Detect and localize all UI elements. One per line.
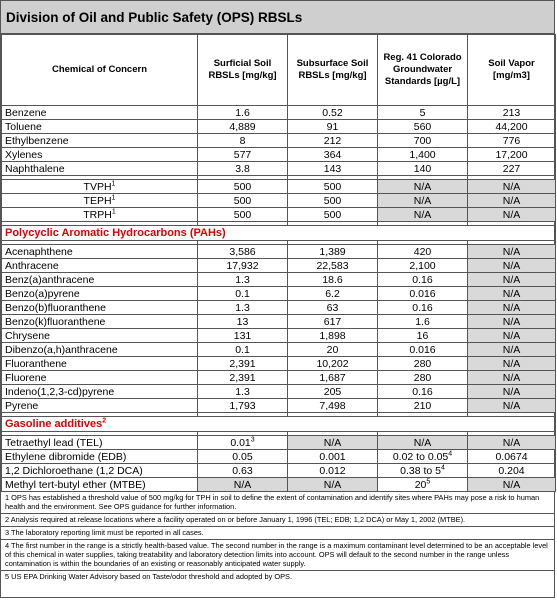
cell-value: 5 xyxy=(419,106,426,119)
cell-value: 420 xyxy=(413,245,432,258)
footnote-mark: 1 xyxy=(111,180,116,187)
cell-value: 131 xyxy=(233,329,252,342)
cell-value: 1,687 xyxy=(319,371,346,384)
chemical-name xyxy=(2,301,198,315)
cell-value: 3.8 xyxy=(235,162,250,175)
chemical-label: Ethylene dibromide (EDB) xyxy=(5,450,127,463)
table-row xyxy=(2,287,556,301)
cell-value: 6.2 xyxy=(325,287,340,300)
table-row xyxy=(2,357,556,371)
subsurface-value xyxy=(288,148,378,162)
chemical-name xyxy=(2,329,198,343)
table-row xyxy=(2,371,556,385)
surficial-value xyxy=(198,180,288,194)
groundwater-value xyxy=(378,259,468,273)
surficial-value xyxy=(198,315,288,329)
cell-value: 1.3 xyxy=(235,301,250,314)
cell-value: 0.204 xyxy=(498,464,525,477)
cell-value: 2,100 xyxy=(409,259,436,272)
cell-value: N/A xyxy=(502,194,521,207)
chemical-name xyxy=(2,180,198,194)
subsurface-value xyxy=(288,315,378,329)
surficial-value xyxy=(198,436,288,450)
surficial-value xyxy=(198,399,288,413)
groundwater-value xyxy=(378,450,468,464)
groundwater-value xyxy=(378,180,468,194)
cell-value: 0.05 xyxy=(232,450,253,463)
cell-value: 500 xyxy=(233,208,252,221)
groundwater-value xyxy=(378,120,468,134)
chemical-label: Chrysene xyxy=(5,329,50,342)
surficial-value xyxy=(198,134,288,148)
chemical-label: Xylenes xyxy=(5,148,43,161)
chemical-label: Methyl tert-butyl ether (MTBE) xyxy=(5,478,146,491)
table-row xyxy=(2,148,556,162)
subsurface-value xyxy=(288,180,378,194)
cell-value: 617 xyxy=(323,315,342,328)
surficial-value xyxy=(198,287,288,301)
cell-value: 1.6 xyxy=(415,315,430,328)
table-row xyxy=(2,436,556,450)
surficial-value xyxy=(198,245,288,259)
footnote: 1 OPS has established a threshold value of 500 mg/kg for TPH in soil to define the extent of contamination and identify sites where PAHs may pose a risk to human health and the environment. See OPS guidance for further information. xyxy=(5,493,540,511)
cell-value: 10,202 xyxy=(316,357,349,370)
chemical-label: Benzo(b)fluoranthene xyxy=(5,301,106,314)
vapor-value xyxy=(468,436,556,450)
cell-value: N/A xyxy=(502,436,521,449)
cell-value: 0.16 xyxy=(412,301,433,314)
subsurface-value xyxy=(288,329,378,343)
groundwater-value xyxy=(378,399,468,413)
table-row xyxy=(2,162,556,176)
chemical-name xyxy=(2,148,198,162)
cell-value: 0.01 xyxy=(230,436,251,449)
section-row xyxy=(2,226,556,241)
vapor-value xyxy=(468,329,556,343)
chemical-name xyxy=(2,208,198,222)
cell-value: 20 xyxy=(414,478,427,491)
cell-value: N/A xyxy=(502,385,521,398)
cell-value: 0.016 xyxy=(409,343,436,356)
header-chemical: Chemical of Concern xyxy=(2,35,198,106)
cell-value: 0.001 xyxy=(319,450,346,463)
subsurface-value xyxy=(288,385,378,399)
cell-value: 22,583 xyxy=(316,259,349,272)
cell-value: 7,498 xyxy=(319,399,346,412)
surficial-value xyxy=(198,301,288,315)
footnote-mark: 2 xyxy=(102,417,107,425)
groundwater-value xyxy=(378,134,468,148)
subsurface-value xyxy=(288,273,378,287)
vapor-value xyxy=(468,148,556,162)
groundwater-value xyxy=(378,301,468,315)
cell-value: 500 xyxy=(233,180,252,193)
cell-value: 500 xyxy=(323,180,342,193)
chemical-name xyxy=(2,450,198,464)
cell-value: N/A xyxy=(502,259,521,272)
cell-value: 17,200 xyxy=(495,148,528,161)
chemical-name xyxy=(2,273,198,287)
chemical-label: Tetraethyl lead (TEL) xyxy=(5,436,103,449)
footnote: 4 The first number in the range is a strictly health-based value. The second number in the range is a maximum contaminant level determined to be an acceptable level of this chemical in water supplies, taking treatability and laboratory detection limits into account. OPS will default to the second number in the range unless contamination is within the boundaries of an existing or reasonably anticipated water supply. xyxy=(1,539,554,570)
surficial-value xyxy=(198,343,288,357)
cell-value: N/A xyxy=(413,194,432,207)
cell-value: N/A xyxy=(502,180,521,193)
vapor-value xyxy=(468,357,556,371)
table-row xyxy=(2,478,556,492)
groundwater-value xyxy=(378,287,468,301)
cell-value: 91 xyxy=(326,120,339,133)
subsurface-value xyxy=(288,464,378,478)
cell-value: 13 xyxy=(236,315,249,328)
cell-value: N/A xyxy=(502,287,521,300)
vapor-value xyxy=(468,478,556,492)
cell-value: N/A xyxy=(502,357,521,370)
subsurface-value xyxy=(288,287,378,301)
vapor-value xyxy=(468,194,556,208)
header-row xyxy=(2,35,556,106)
groundwater-value xyxy=(378,245,468,259)
section-label: Gasoline additives xyxy=(5,418,103,430)
chemical-name xyxy=(2,287,198,301)
cell-value: N/A xyxy=(323,478,342,491)
cell-value: 213 xyxy=(502,106,521,119)
chemical-name xyxy=(2,315,198,329)
chemical-name xyxy=(2,259,198,273)
cell-value: 1,793 xyxy=(229,399,256,412)
cell-value: 0.02 to 0.05 xyxy=(392,450,449,463)
subsurface-value xyxy=(288,343,378,357)
chemical-name xyxy=(2,120,198,134)
subsurface-value xyxy=(288,208,378,222)
chemical-label: TEPH xyxy=(83,194,112,207)
chemical-label: Toluene xyxy=(5,120,42,133)
vapor-value xyxy=(468,287,556,301)
vapor-value xyxy=(468,162,556,176)
cell-value: 0.16 xyxy=(412,273,433,286)
cell-value: 364 xyxy=(323,148,342,161)
vapor-value xyxy=(468,301,556,315)
cell-value: 16 xyxy=(416,329,429,342)
vapor-value xyxy=(468,259,556,273)
groundwater-value xyxy=(378,371,468,385)
table-row xyxy=(2,194,556,208)
subsurface-value xyxy=(288,301,378,315)
groundwater-value xyxy=(378,329,468,343)
chemical-label: Benz(a)anthracene xyxy=(5,273,95,286)
table-row xyxy=(2,273,556,287)
surficial-value xyxy=(198,478,288,492)
vapor-value xyxy=(468,273,556,287)
table-row xyxy=(2,106,556,120)
cell-value: 0.1 xyxy=(235,287,250,300)
chemical-label: Fluoranthene xyxy=(5,357,67,370)
surficial-value xyxy=(198,357,288,371)
surficial-value xyxy=(198,371,288,385)
surficial-value xyxy=(198,450,288,464)
cell-value: N/A xyxy=(502,478,521,491)
section-row xyxy=(2,417,556,432)
cell-value: 500 xyxy=(323,194,342,207)
chemical-name xyxy=(2,399,198,413)
cell-value: 560 xyxy=(413,120,432,133)
cell-value: 500 xyxy=(233,194,252,207)
subsurface-value xyxy=(288,259,378,273)
cell-value: 2,391 xyxy=(229,357,256,370)
table-body xyxy=(2,106,556,492)
cell-value: 577 xyxy=(233,148,252,161)
cell-value: 0.0674 xyxy=(495,450,528,463)
cell-value: N/A xyxy=(502,399,521,412)
cell-value: N/A xyxy=(413,180,432,193)
vapor-value xyxy=(468,315,556,329)
cell-value: 212 xyxy=(323,134,342,147)
cell-value: 0.1 xyxy=(235,343,250,356)
cell-value: 0.016 xyxy=(409,287,436,300)
section-label: Polycyclic Aromatic Hydrocarbons (PAHs) xyxy=(5,227,226,239)
footnote-mark: 3 xyxy=(250,436,255,443)
surficial-value xyxy=(198,106,288,120)
vapor-value xyxy=(468,343,556,357)
header-vapor: Soil Vapor [mg/m3] xyxy=(468,35,556,106)
cell-value: 0.63 xyxy=(232,464,253,477)
vapor-value xyxy=(468,106,556,120)
surficial-value xyxy=(198,120,288,134)
cell-value: 1,400 xyxy=(409,148,436,161)
header-groundwater: Reg. 41 Colorado Groundwater Standards [µg/L] xyxy=(378,35,468,106)
table-row xyxy=(2,343,556,357)
surficial-value xyxy=(198,385,288,399)
groundwater-value xyxy=(378,315,468,329)
groundwater-value xyxy=(378,162,468,176)
vapor-value xyxy=(468,371,556,385)
cell-value: 1,389 xyxy=(319,245,346,258)
cell-value: N/A xyxy=(502,301,521,314)
cell-value: N/A xyxy=(502,273,521,286)
surficial-value xyxy=(198,464,288,478)
cell-value: 0.012 xyxy=(319,464,346,477)
table-row xyxy=(2,180,556,194)
chemical-label: Benzene xyxy=(5,106,47,119)
table-row xyxy=(2,385,556,399)
chemical-label: Ethylbenzene xyxy=(5,134,69,147)
section-title xyxy=(2,226,556,241)
cell-value: 17,932 xyxy=(226,259,259,272)
chemical-label: 1,2 Dichloroethane (1,2 DCA) xyxy=(5,464,143,477)
cell-value: 3,586 xyxy=(229,245,256,258)
cell-value: 700 xyxy=(413,134,432,147)
cell-value: N/A xyxy=(233,478,252,491)
cell-value: 20 xyxy=(326,343,339,356)
footnote-mark: 1 xyxy=(111,194,116,201)
rbsl-table xyxy=(1,34,556,492)
surficial-value xyxy=(198,259,288,273)
subsurface-value xyxy=(288,399,378,413)
footnote: 2 Analysis required at release locations where a facility operated on or before January 1, 1996 (TEL; EDB; 1,2 DCA) or May 1, 2002 (MTBE). xyxy=(1,513,554,526)
cell-value: 143 xyxy=(323,162,342,175)
subsurface-value xyxy=(288,134,378,148)
cell-value: 44,200 xyxy=(495,120,528,133)
chemical-name xyxy=(2,106,198,120)
cell-value: 227 xyxy=(502,162,521,175)
subsurface-value xyxy=(288,450,378,464)
chemical-name xyxy=(2,385,198,399)
table-row xyxy=(2,464,556,478)
chemical-name xyxy=(2,245,198,259)
chemical-label: Fluorene xyxy=(5,371,47,384)
groundwater-value xyxy=(378,464,468,478)
footnotes xyxy=(1,492,554,583)
surficial-value xyxy=(198,194,288,208)
vapor-value xyxy=(468,385,556,399)
subsurface-value xyxy=(288,357,378,371)
cell-value: 500 xyxy=(323,208,342,221)
cell-value: 18.6 xyxy=(322,273,343,286)
groundwater-value xyxy=(378,208,468,222)
vapor-value xyxy=(468,180,556,194)
table-row xyxy=(2,329,556,343)
surficial-value xyxy=(198,329,288,343)
cell-value: 4,889 xyxy=(229,120,256,133)
footnote-mark: 4 xyxy=(448,450,453,457)
table-row xyxy=(2,120,556,134)
groundwater-value xyxy=(378,148,468,162)
cell-value: 63 xyxy=(326,301,339,314)
cell-value: 140 xyxy=(413,162,432,175)
cell-value: 1.3 xyxy=(235,273,250,286)
subsurface-value xyxy=(288,194,378,208)
chemical-label: Pyrene xyxy=(5,399,39,412)
footnote-mark: 5 xyxy=(426,478,431,485)
section-title xyxy=(2,417,556,432)
groundwater-value xyxy=(378,478,468,492)
chemical-label: Naphthalene xyxy=(5,162,65,175)
vapor-value xyxy=(468,120,556,134)
header-subsurface: Subsurface Soil RBSLs [mg/kg] xyxy=(288,35,378,106)
groundwater-value xyxy=(378,106,468,120)
chemical-name xyxy=(2,436,198,450)
cell-value: N/A xyxy=(502,245,521,258)
chemical-label: Anthracene xyxy=(5,259,59,272)
cell-value: 776 xyxy=(502,134,521,147)
subsurface-value xyxy=(288,162,378,176)
chemical-name xyxy=(2,134,198,148)
chemical-name xyxy=(2,464,198,478)
chemical-name xyxy=(2,478,198,492)
cell-value: N/A xyxy=(323,436,342,449)
vapor-value xyxy=(468,464,556,478)
groundwater-value xyxy=(378,343,468,357)
cell-value: 1.3 xyxy=(235,385,250,398)
cell-value: 1.6 xyxy=(235,106,250,119)
chemical-label: TVPH xyxy=(83,180,112,193)
header-surficial: Surficial Soil RBSLs [mg/kg] xyxy=(198,35,288,106)
cell-value: N/A xyxy=(502,371,521,384)
surficial-value xyxy=(198,273,288,287)
cell-value: 280 xyxy=(413,371,432,384)
chemical-label: Dibenzo(a,h)anthracene xyxy=(5,343,118,356)
chemical-name xyxy=(2,343,198,357)
cell-value: 280 xyxy=(413,357,432,370)
footnote: 3 The laboratory reporting limit must be reported in all cases. xyxy=(1,526,554,539)
table-row xyxy=(2,208,556,222)
vapor-value xyxy=(468,208,556,222)
chemical-label: TRPH xyxy=(83,208,112,221)
groundwater-value xyxy=(378,385,468,399)
vapor-value xyxy=(468,399,556,413)
subsurface-value xyxy=(288,106,378,120)
chemical-name xyxy=(2,162,198,176)
table-row xyxy=(2,315,556,329)
vapor-value xyxy=(468,134,556,148)
footnote-mark: 1 xyxy=(111,208,116,215)
chemical-name xyxy=(2,194,198,208)
surficial-value xyxy=(198,162,288,176)
cell-value: N/A xyxy=(502,329,521,342)
subsurface-value xyxy=(288,436,378,450)
chemical-name xyxy=(2,371,198,385)
table-row xyxy=(2,301,556,315)
chemical-name xyxy=(2,357,198,371)
chemical-label: Benzo(a)pyrene xyxy=(5,287,80,300)
cell-value: 205 xyxy=(323,385,342,398)
table-row xyxy=(2,134,556,148)
cell-value: N/A xyxy=(413,208,432,221)
cell-value: 0.38 to 5 xyxy=(400,464,441,477)
document-title: Division of Oil and Public Safety (OPS) RBSLs xyxy=(1,1,554,34)
subsurface-value xyxy=(288,245,378,259)
surficial-value xyxy=(198,148,288,162)
vapor-value xyxy=(468,245,556,259)
groundwater-value xyxy=(378,357,468,371)
subsurface-value xyxy=(288,371,378,385)
cell-value: 2,391 xyxy=(229,371,256,384)
groundwater-value xyxy=(378,436,468,450)
cell-value: 210 xyxy=(413,399,432,412)
table-row xyxy=(2,259,556,273)
cell-value: 0.52 xyxy=(322,106,343,119)
surficial-value xyxy=(198,208,288,222)
cell-value: 8 xyxy=(239,134,246,147)
groundwater-value xyxy=(378,194,468,208)
footnote-mark: 4 xyxy=(440,464,445,471)
cell-value: N/A xyxy=(502,208,521,221)
vapor-value xyxy=(468,450,556,464)
cell-value: 0.16 xyxy=(412,385,433,398)
cell-value: 1,898 xyxy=(319,329,346,342)
chemical-label: Acenaphthene xyxy=(5,245,73,258)
chemical-label: Benzo(k)fluoranthene xyxy=(5,315,106,328)
cell-value: N/A xyxy=(502,343,521,356)
chemical-label: Indeno(1,2,3-cd)pyrene xyxy=(5,385,115,398)
table-row xyxy=(2,450,556,464)
cell-value: N/A xyxy=(502,315,521,328)
table-row xyxy=(2,399,556,413)
table-row xyxy=(2,245,556,259)
cell-value: N/A xyxy=(413,436,432,449)
subsurface-value xyxy=(288,120,378,134)
groundwater-value xyxy=(378,273,468,287)
subsurface-value xyxy=(288,478,378,492)
footnote: 5 US EPA Drinking Water Advisory based on Taste/odor threshold and adopted by OPS. xyxy=(1,570,554,583)
